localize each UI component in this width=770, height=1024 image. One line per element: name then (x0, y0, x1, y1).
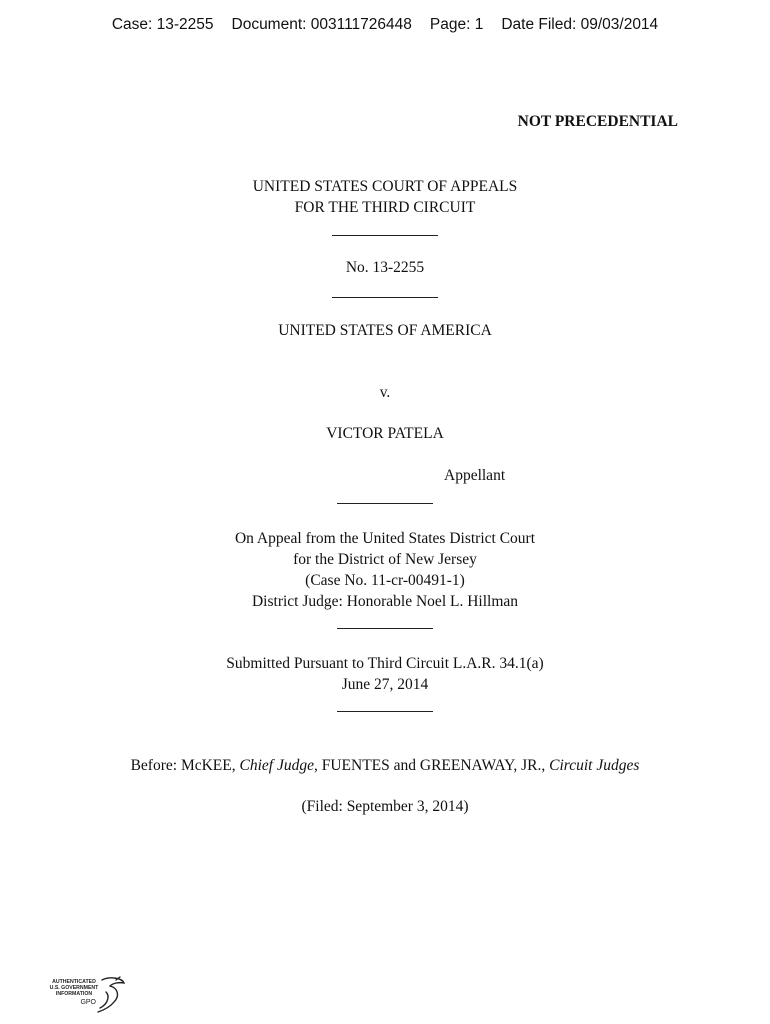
header-document: Document: 003111726448 (231, 16, 412, 33)
divider-rule-2 (332, 297, 438, 298)
filed-date: (Filed: September 3, 2014) (301, 798, 469, 815)
court-line-2: FOR THE THIRD CIRCUIT (294, 199, 476, 216)
court-line-1: UNITED STATES COURT OF APPEALS (252, 178, 518, 195)
divider-rule-4 (337, 628, 433, 629)
appeal-line-4: District Judge: Honorable Noel L. Hillman (251, 593, 519, 610)
submission-line-1: Submitted Pursuant to Third Circuit L.A.R. 34.1(a) (226, 655, 544, 672)
appeal-line-1: On Appeal from the United States District Court (234, 530, 536, 547)
page-header (0, 16, 770, 34)
panel-middle: , FUENTES and GREENAWAY, JR., (313, 757, 550, 774)
gpo-authentication-seal-icon (44, 974, 130, 1018)
appeal-info (0, 528, 770, 612)
case-number: No. 13-2255 (345, 259, 425, 276)
seal-line-4: GPO (80, 999, 96, 1006)
divider-rule-5 (337, 711, 433, 712)
header-date-filed: Date Filed: 09/03/2014 (501, 16, 659, 33)
chief-judge-title: Chief Judge (239, 757, 314, 774)
panel-judges (0, 757, 770, 775)
header-case: Case: 13-2255 (111, 16, 214, 33)
appellant-label: Appellant (444, 467, 506, 484)
defendant: VICTOR PATELA (326, 425, 444, 442)
divider-rule-3 (337, 503, 433, 504)
circuit-judges-title: Circuit Judges (549, 757, 640, 774)
precedential-status: NOT PRECEDENTIAL (517, 113, 678, 130)
submission-info (0, 653, 770, 695)
submission-line-2: June 27, 2014 (341, 676, 429, 693)
seal-line-2: U.S. GOVERNMENT (49, 985, 99, 991)
court-name (0, 176, 770, 218)
versus: v. (379, 384, 391, 401)
appeal-line-2: for the District of New Jersey (293, 551, 477, 568)
header-page: Page: 1 (429, 16, 484, 33)
appeal-line-3: (Case No. 11-cr-00491-1) (305, 572, 465, 589)
divider-rule-1 (332, 235, 438, 236)
seal-line-1: AUTHENTICATED (52, 979, 96, 985)
seal-line-3: INFORMATION (55, 991, 93, 997)
panel-prefix: Before: McKEE, (130, 757, 240, 774)
plaintiff: UNITED STATES OF AMERICA (278, 322, 492, 339)
